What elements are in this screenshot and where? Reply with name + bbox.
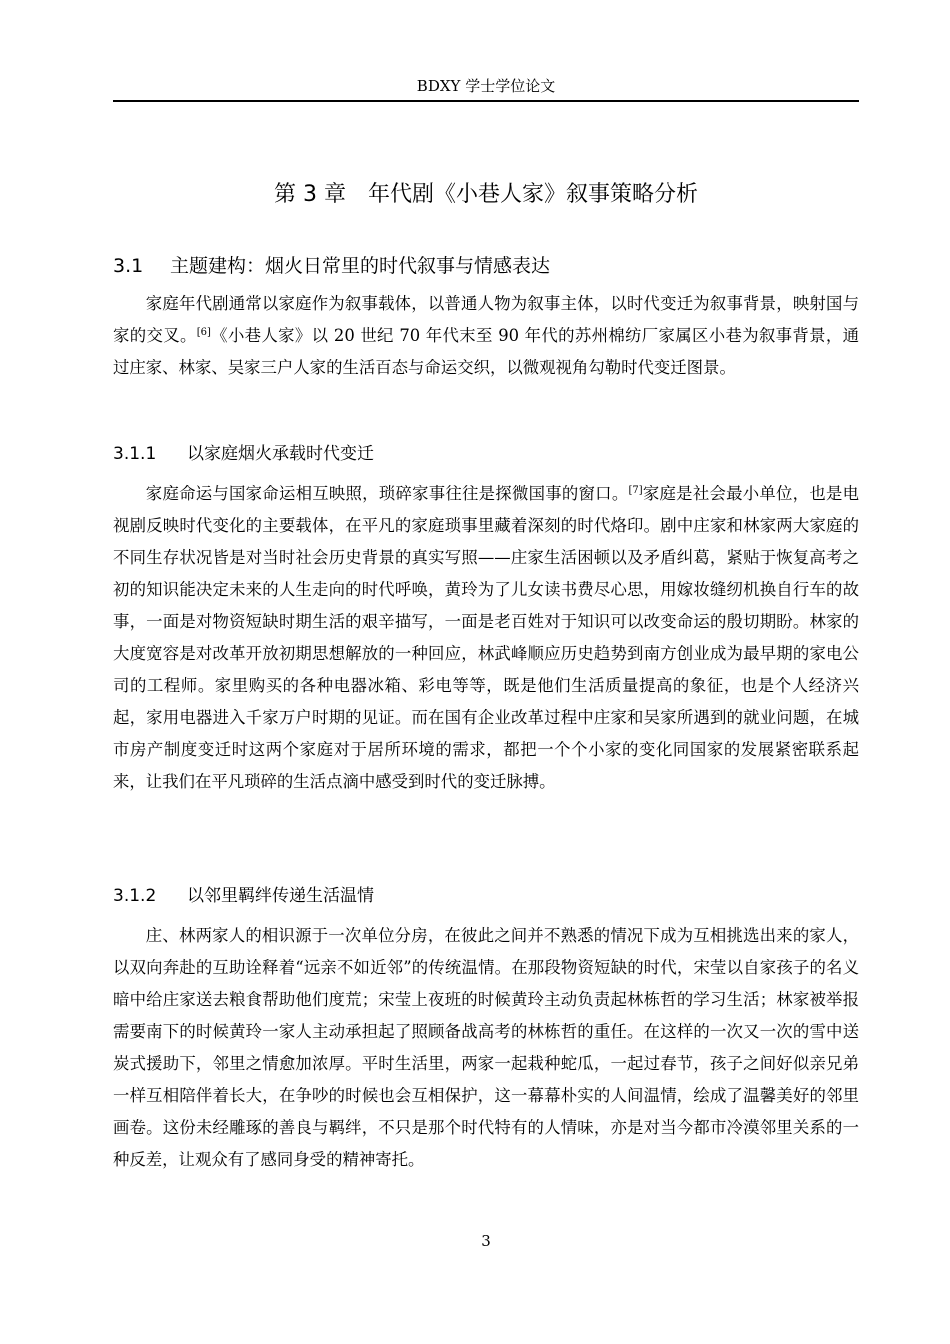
citation-7: [7]: [628, 485, 643, 496]
paragraph-text: 家庭是社会最小单位，也是电视剧反映时代变化的主要载体，在平凡的家庭琐事里藏着深刻的时代烙印。剧中庄家和林家两大家庭的不同生存状况皆是对当时社会历史背景的真实写照——庄家生活困顿以及矛盾纠葛，紧贴于恢复高考之初的知识能决定未来的人生走向的时代呼唤，黄玲为了儿女读书费尽心思，用嫁妆缝纫机换自行车的故事，一面是对物资短缺时期生活的艰辛描写，一面是老百姓对于知识可以改变命运的殷切期盼。林家的大度宽容是对改革开放初期思想解放的一种回应，林武峰顺应历史趋势到南方创业成为最早期的家电公司的工程师。家里购买的各种电器冰箱、彩电等等，既是他们生活质量提高的象征，也是个人经济兴起，家用电器进入千家万户时期的见证。而在国有企业改革过程中庄家和吴家所遇到的就业问题，在城市房产制度变迁时这两个家庭对于居所环境的需求，都把一个个小家的变化同国家的发展紧密联系起来，让我们在平凡琐碎的生活点滴中感受到时代的变迁脉搏。: [113, 484, 860, 791]
paragraph-3-1: [113, 288, 859, 384]
subsection-title: 以家庭烟火承载时代变迁: [187, 444, 374, 464]
subsection-number: 3.1.1: [113, 444, 157, 464]
paragraph-text: 家庭年代剧通常以家庭作为叙事载体，以普通人物为叙事主体，以时代变迁为叙事背景，映射国与家的交叉。: [113, 294, 859, 345]
header-rule: [113, 100, 859, 102]
subsection-heading-3-1-2: [113, 883, 859, 909]
subsection-title: 以邻里羁绊传递生活温情: [187, 886, 374, 906]
paragraph-3-1-1: [113, 478, 859, 798]
subsection-number: 3.1.2: [113, 886, 157, 906]
page-number: 3: [481, 1232, 491, 1250]
paragraph-text: 家庭命运与国家命运相互映照，琐碎家事往往是探微国事的窗口。: [145, 484, 629, 503]
paragraph-text: 《小巷人家》以 20 世纪 70 年代末至 90 年代的苏州棉纺厂家属区小巷为叙事背景，通过庄家、林家、吴家三户人家的生活百态与命运交织，以微观视角勾勒时代变迁图景。: [113, 326, 860, 377]
chapter-title: 第 3 章 年代剧《小巷人家》叙事策略分析: [274, 182, 698, 207]
section-heading-3-1: [113, 252, 859, 280]
section-title: 主题建构：烟火日常里的时代叙事与情感表达: [170, 255, 551, 277]
running-header: BDXY 学士学位论文: [416, 77, 556, 95]
paragraph-3-1-2: 庄、林两家人的相识源于一次单位分房，在彼此之间并不熟悉的情况下成为互相挑选出来的家人，以双向奔赴的互助诠释着“远亲不如近邻”的传统温情。在那段物资短缺的时代，宋莹以自家孩子的名义暗中给庄家送去粮食帮助他们度荒；宋莹上夜班的时候黄玲主动负责起林栋哲的学习生活；林家被举报需要南下的时候黄玲一家人主动承担起了照顾备战高考的林栋哲的重任。在这样的一次又一次的雪中送炭式援助下，邻里之情愈加浓厚。平时生活里，两家一起栽种蛇瓜，一起过春节，孩子之间好似亲兄弟一样互相陪伴着长大，在争吵的时候也会互相保护，这一幕幕朴实的人间温情，绘成了温馨美好的邻里画卷。这份未经雕琢的善良与羁绊，不只是那个时代特有的人情味，亦是对当今都市冷漠邻里关系的一种反差，让观众有了感同身受的精神寄托。: [113, 926, 859, 1169]
subsection-heading-3-1-1: [113, 441, 859, 467]
section-number: 3.1: [113, 255, 144, 277]
citation-6: [6]: [196, 327, 211, 338]
